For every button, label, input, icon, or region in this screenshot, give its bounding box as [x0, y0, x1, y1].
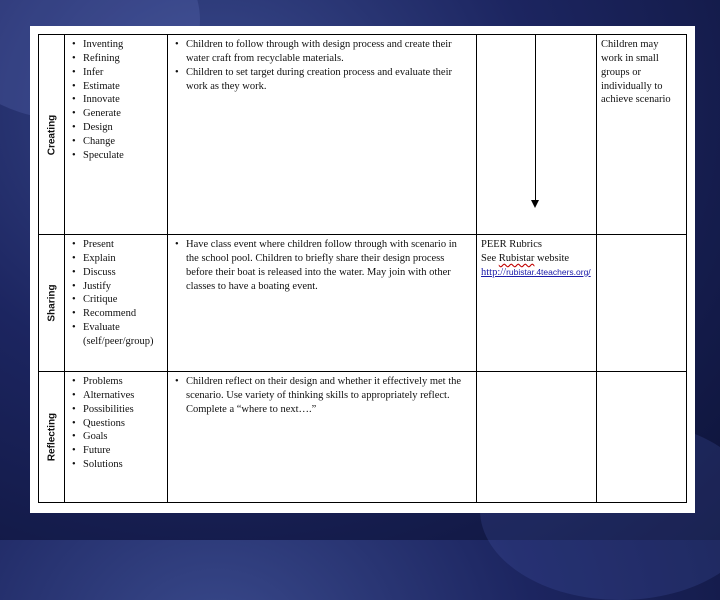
planning-table: [38, 34, 687, 503]
skill-item: • Alternatives: [83, 389, 163, 403]
skill-item: • Discuss: [83, 266, 163, 280]
skill-item: • Evaluate (self/peer/group): [83, 321, 163, 349]
skill-item: • Critique: [83, 293, 163, 307]
resources-cell: [477, 35, 597, 235]
rubistar-link[interactable]: [481, 266, 592, 280]
skill-item: • Design: [83, 121, 163, 135]
activities-list: [172, 375, 472, 417]
skill-item: • Innovate: [83, 93, 163, 107]
rubistar-word: Rubistar: [498, 252, 535, 264]
activity-item: • Children to set target during creation process and evaluate their work as they work.: [186, 66, 472, 94]
resources-cell: [477, 235, 597, 372]
activity-item: • Children reflect on their design and whether it effectively met the scenario. Use variety of thinking skills to appropriately reflect. Complete a “where to next….”: [186, 375, 472, 417]
category-cell: [39, 372, 65, 503]
skill-item: • Goals: [83, 430, 163, 444]
resource-text-prefix: See: [481, 252, 499, 264]
notes-cell: [597, 372, 687, 503]
notes-cell: Children may work in small groups or individually to achieve scenario: [597, 35, 687, 235]
skill-item: • Possibilities: [83, 403, 163, 417]
resource-text: [481, 252, 592, 266]
slide-content: [30, 26, 695, 513]
skill-item: • Present: [83, 238, 163, 252]
resource-text-suffix: website: [534, 252, 570, 264]
skill-item: • Solutions: [83, 458, 163, 472]
category-cell: [39, 235, 65, 372]
activities-list: [172, 238, 472, 293]
category-cell: [39, 35, 65, 235]
skill-item: • Estimate: [83, 80, 163, 94]
skill-item: • Explain: [83, 252, 163, 266]
skill-item: • Inventing: [83, 38, 163, 52]
skill-item: • Infer: [83, 66, 163, 80]
link-rest: rubistar.4teachers.org/: [506, 266, 591, 277]
activities-cell: [168, 235, 477, 372]
arrow-line: [535, 35, 536, 201]
activity-item: • Have class event where children follow through with scenario in the school pool. Children to briefly share their design process before their boat is released into the water. May join with other classes to have a boating event.: [186, 238, 472, 293]
category-label: Sharing: [45, 284, 57, 322]
table-row-sharing: [39, 235, 687, 372]
skill-item: • Justify: [83, 280, 163, 294]
skills-cell: [65, 372, 168, 503]
notes-cell: [597, 235, 687, 372]
skills-cell: [65, 35, 168, 235]
skills-list: [69, 375, 163, 472]
activities-cell: [168, 372, 477, 503]
category-label: Reflecting: [45, 412, 57, 462]
skill-item: • Recommend: [83, 307, 163, 321]
skill-item: • Change: [83, 135, 163, 149]
skills-list: [69, 38, 163, 163]
skill-item: • Future: [83, 444, 163, 458]
table-row-creating: [39, 35, 687, 235]
skills-cell: [65, 235, 168, 372]
resources-cell: [477, 372, 597, 503]
category-label: Creating: [45, 114, 57, 155]
skill-item: • Questions: [83, 417, 163, 431]
activity-item: • Children to follow through with design process and create their water craft from recyclable materials.: [186, 38, 472, 66]
resource-text: PEER Rubrics: [481, 239, 542, 250]
skills-list: [69, 238, 163, 349]
skill-item: • Generate: [83, 107, 163, 121]
table-row-reflecting: [39, 372, 687, 503]
arrow-down-icon: [531, 200, 539, 208]
skill-item: • Refining: [83, 52, 163, 66]
skill-item: • Problems: [83, 375, 163, 389]
skill-item: • Speculate: [83, 149, 163, 163]
activities-cell: [168, 35, 477, 235]
activities-list: [172, 38, 472, 93]
link-prefix: http://: [481, 266, 507, 278]
